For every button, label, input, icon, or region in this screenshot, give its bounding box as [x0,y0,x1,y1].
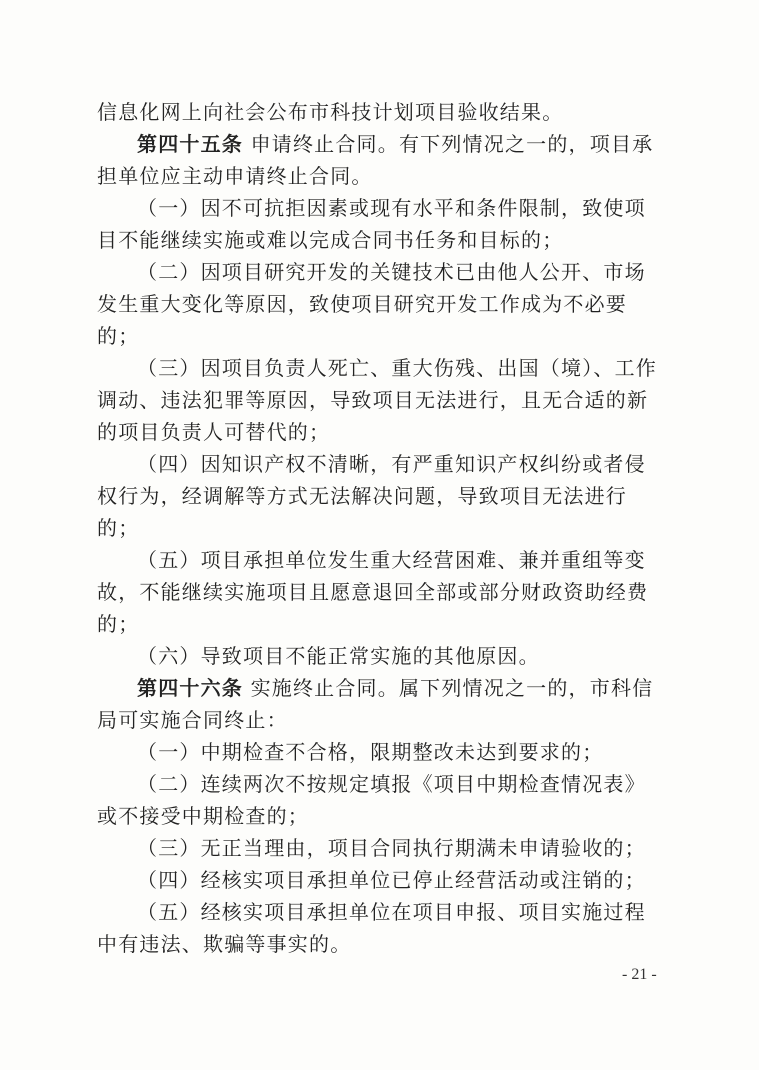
paragraph-text: 申请终止合同。有下列情况之一的，项目承担单位应主动申请终止合同。 [97,132,654,188]
paragraph-text: （二）因项目研究开发的关键技术已由他人公开、市场发生重大变化等原因，致使项目研究开发工作成为不必要的； [97,260,646,348]
paragraph-text: （一）因不可抗拒因素或现有水平和条件限制，致使项目不能继续实施或难以完成合同书任务和目标的； [97,196,646,252]
paragraph-text: （四）经核实项目承担单位已停止经营活动或注销的； [137,868,646,892]
paragraph-text: 实施终止合同。属下列情况之一的，市科信局可实施合同终止： [97,676,654,732]
paragraph-item-a1 [97,736,662,768]
paragraph-text: （三）因项目负责人死亡、重大伤残、出国（境）、工作调动、违法犯罪等原因，导致项目无法进行，且无合适的新的项目负责人可替代的； [97,356,657,444]
paragraph-item-a5 [97,896,662,960]
paragraph-item-1 [97,192,662,256]
paragraph-text: （四）因知识产权不清晰，有严重知识产权纠纷或者侵权行为，经调解等方式无法解决问题，导致项目无法进行的； [97,452,646,540]
paragraph-text: （五）项目承担单位发生重大经营困难、兼并重组等变故，不能继续实施项目且愿意退回全部或部分财政资助经费的； [97,548,649,636]
paragraph-item-a3 [97,832,662,864]
paragraph-text: 信息化网上向社会公布市科技计划项目验收结果。 [97,100,564,124]
paragraph-text: （五）经核实项目承担单位在项目申报、项目实施过程中有违法、欺骗等事实的。 [97,900,646,956]
paragraph-text: （一）中期检查不合格，限期整改未达到要求的； [137,740,604,764]
paragraph-article-45 [97,128,662,192]
paragraph-text: （六）导致项目不能正常实施的其他原因。 [137,644,540,668]
paragraph-item-3 [97,352,662,448]
paragraph-item-2 [97,256,662,352]
article-number: 第四十六条 [137,676,243,700]
paragraph-item-a4 [97,864,662,896]
article-number: 第四十五条 [137,132,243,156]
paragraph-text: （二）连续两次不按规定填报《项目中期检查情况表》或不接受中期检查的； [97,772,646,828]
paragraph-item-5 [97,544,662,640]
paragraph-item-4 [97,448,662,544]
paragraph-item-6 [97,640,662,672]
paragraph-item-a2 [97,768,662,832]
paragraph-text: （三）无正当理由，项目合同执行期满未申请验收的； [137,836,646,860]
paragraph-continuation [97,96,662,128]
paragraph-article-46 [97,672,662,736]
page-number: - 21 - [622,966,657,983]
